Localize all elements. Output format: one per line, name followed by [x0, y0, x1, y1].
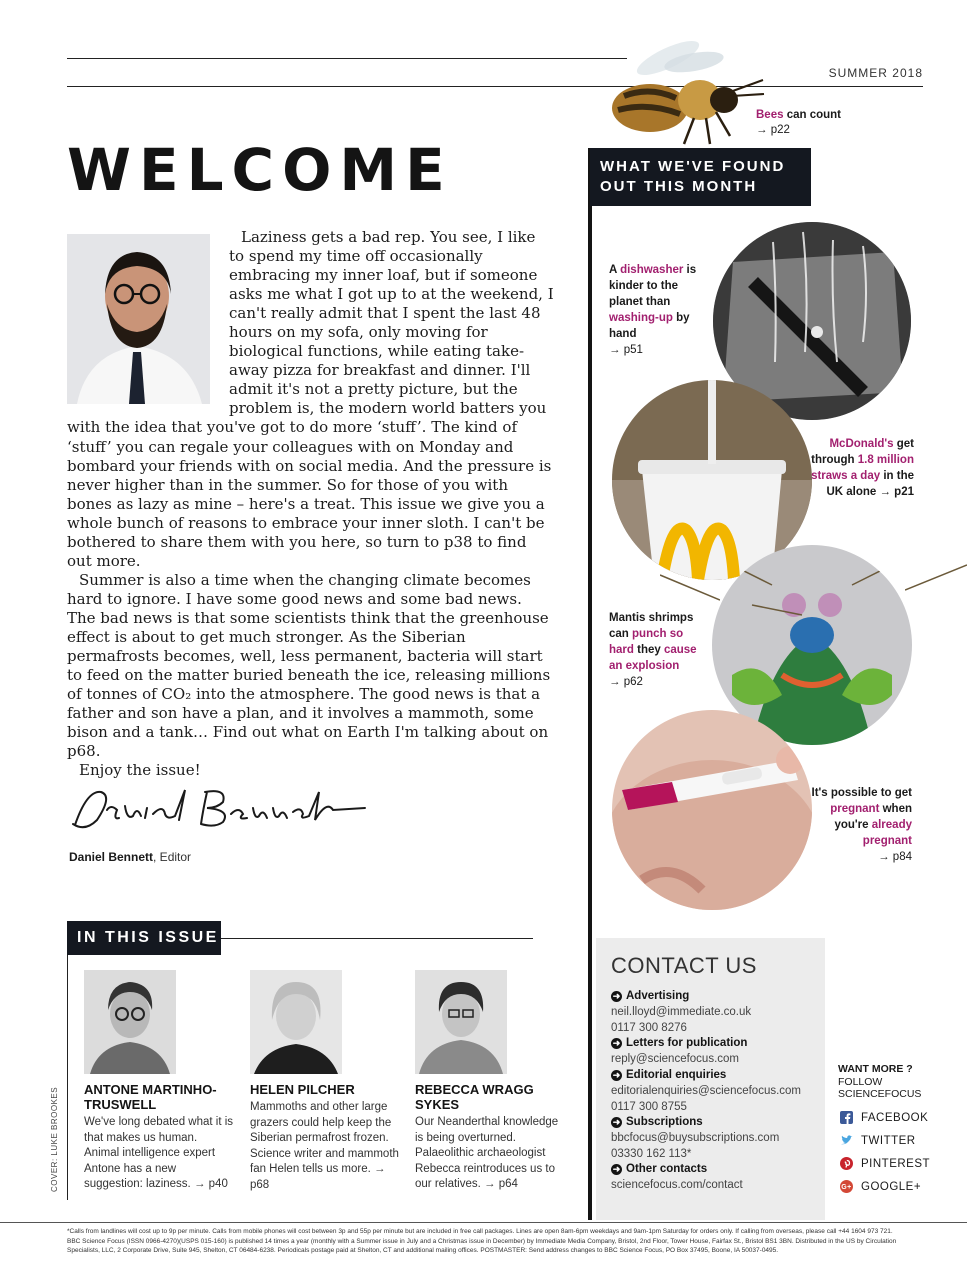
caption-text: by hand — [609, 312, 690, 340]
cover-credit: COVER: LUKE BROOKES — [50, 1086, 59, 1192]
caption-text: they — [633, 644, 664, 656]
contributor-name: REBECCA WRAGG SYKES — [415, 1082, 534, 1112]
contributor-photo — [415, 970, 507, 1074]
caption-text: get through — [811, 438, 914, 466]
editor-letter — [67, 228, 555, 780]
contact-advertising — [611, 989, 821, 1036]
page-title: WELCOME — [67, 136, 453, 204]
bee-illustration — [598, 36, 768, 146]
in-this-issue-divider — [67, 955, 68, 1200]
found-heading — [590, 148, 811, 206]
caption-keyword: McDonald's — [829, 438, 894, 450]
social-label: FACEBOOK — [861, 1111, 929, 1124]
social-google-plus[interactable] — [840, 1180, 921, 1193]
letter-paragraph: Enjoy the issue! — [79, 761, 201, 780]
contributor-photo — [84, 970, 176, 1074]
social-twitter[interactable] — [840, 1134, 916, 1147]
contributor-name: HELEN PILCHER — [250, 1082, 355, 1097]
contact-phone: 03330 162 113* — [611, 1147, 692, 1160]
issue-date: SUMMER 2018 — [828, 66, 923, 80]
header-rule — [67, 58, 627, 59]
mcdonalds-caption — [800, 436, 914, 500]
arrow-icon: ➜ — [612, 1070, 621, 1081]
google-plus-icon — [840, 1180, 853, 1193]
contributor-card — [84, 970, 244, 1193]
facebook-icon — [840, 1111, 853, 1124]
letter-paragraph: Laziness gets a bad rep. You see, I like to spend my time off occasionally embracing my inner loaf, but if someone asks me what I got up to at the weekend, I can't really admit that I spent the last 48 hours on my sofa, only moving for biological functions, while eating take-away pizza for breakfast and dinner. I'll admit it's not a pretty picture, but the problem is, the modern world batters you with the idea that you've got to do more ‘stuff’. The kind of ‘stuff’ you can regale your colleagues with on Monday and bombard your friends with on social media. And the pressure is never higher than in the summer. So for those of you with bones as lazy as mine – here's a treat. This issue we give you a whole bunch of reasons to embrace your inner sloth. I can't be bothered to share them with you here, so turn to p38 to find out more. — [67, 228, 554, 570]
footer-legal-text: *Calls from landlines will cost up to 9p per minute. Calls from mobile phones will cost between 3p and 55p per minute but are included in free call packages. Lines are open 8am-6pm weekdays and 9am-1pm Saturday for orders only. If calling from overseas, please call +44 1604 973 721. BBC Science Focus (ISSN 0966-4270)(USPS 015-160) is published 14 times a year (monthly with a Summer issue in July and a Christmas issue in December) by Immediate Media Company, Bristol, 2nd Floor, Tower House, Fairfax St., Bristol BS1 3BN. Distributed in the US by Circulation Specialists, LLC, 2 Corporate Drive, Suite 945, Shelton, CT 06484-6238. Periodicals postage paid at Shelton, CT and additional mailing offices. POSTMASTER: Send address changes to BBC Science Focus, PO Box 37495, Boone, IA 50037-0495. — [67, 1228, 897, 1254]
caption-keyword: washing-up — [609, 312, 673, 324]
contact-email[interactable]: editorialenquiries@sciencefocus.com — [611, 1084, 802, 1097]
contact-email[interactable]: bbcfocus@buysubscriptions.com — [611, 1131, 780, 1144]
contact-heading: Letters for publication — [626, 1037, 748, 1049]
page-ref: → p84 — [878, 851, 912, 863]
found-heading-line: OUT THIS MONTH — [600, 178, 758, 195]
arrow-icon: ➜ — [612, 1038, 621, 1049]
contributor-card — [415, 970, 575, 1193]
contact-phone: 0117 300 8276 — [611, 1021, 687, 1034]
social-heading — [838, 1063, 921, 1101]
follow-label: FOLLOW — [838, 1075, 883, 1088]
social-label: GOOGLE+ — [861, 1180, 922, 1193]
pregnancy-caption — [806, 785, 912, 865]
found-heading-line: WHAT WE'VE FOUND — [600, 158, 786, 175]
caption-text: Mantis shrimps can — [609, 612, 694, 640]
mantis-caption — [609, 610, 707, 690]
caption-keyword: punch so hard — [609, 628, 684, 656]
editor-byline — [69, 850, 191, 864]
in-this-issue-label: IN THIS ISSUE — [67, 921, 221, 955]
contributor-description: Our Neanderthal knowledge is being overturned. Palaeolithic archaeologist Rebecca reintroduces us to our relatives. → p64 — [415, 1116, 559, 1190]
contact-heading: Other contacts — [626, 1163, 708, 1175]
contact-heading: Subscriptions — [626, 1116, 703, 1128]
editor-signature — [67, 780, 367, 835]
caption-keyword: cause an explosion — [609, 644, 697, 672]
bee-keyword: Bees — [756, 109, 784, 121]
caption-text: A — [609, 264, 621, 276]
editor-name: Daniel Bennett — [69, 850, 154, 864]
page-ref: → p51 — [609, 344, 643, 356]
caption-keyword: dishwasher — [620, 264, 684, 276]
arrow-icon: ➜ — [612, 1164, 621, 1175]
contact-email[interactable]: neil.lloyd@immediate.co.uk — [611, 1005, 752, 1018]
dishwasher-caption — [609, 262, 709, 358]
twitter-icon — [840, 1134, 853, 1147]
page-ref: → p62 — [609, 676, 643, 688]
social-facebook[interactable] — [840, 1111, 928, 1124]
header-rule-lower — [67, 86, 923, 87]
contact-link[interactable]: sciencefocus.com/contact — [611, 1178, 743, 1191]
in-this-issue-rule — [221, 938, 533, 939]
contributor-description: We've long debated what it is that makes us human. Animal intelligence expert Antone has a new suggestion: laziness. → p40 — [84, 1116, 234, 1190]
contributor-description: Mammoths and other large grazers could help keep the Siberian permafrost frozen. Science writer and mammoth fan Helen tells us more. → p68 — [250, 1101, 399, 1191]
contact-email[interactable]: reply@sciencefocus.com — [611, 1052, 739, 1065]
contact-heading: Editorial enquiries — [626, 1069, 727, 1081]
social-label: TWITTER — [861, 1134, 916, 1147]
caption-text: in the UK alone → p21 — [826, 470, 914, 498]
editor-role: , Editor — [153, 850, 192, 864]
sidebar-divider — [588, 148, 592, 1220]
contributor-photo — [250, 970, 342, 1074]
want-more-label: WANT MORE ? — [838, 1063, 913, 1075]
contact-title: CONTACT US — [611, 953, 757, 978]
contributor-card — [250, 970, 410, 1193]
pinterest-icon — [840, 1157, 853, 1170]
svg-text:G+: G+ — [841, 1184, 852, 1191]
arrow-icon: ➜ — [612, 991, 621, 1002]
caption-keyword: pregnant — [830, 803, 880, 815]
mantis-antenna — [905, 560, 967, 600]
footer-rule — [0, 1222, 967, 1223]
bee-page-ref: → p22 — [756, 124, 790, 136]
social-label: PINTEREST — [861, 1157, 931, 1170]
contact-other — [611, 1162, 821, 1194]
contact-phone: 0117 300 8755 — [611, 1100, 687, 1113]
contact-heading: Advertising — [626, 990, 690, 1002]
pregnancy-test-photo — [612, 710, 812, 910]
caption-text: when you're — [834, 803, 912, 831]
mantis-antenna — [660, 570, 720, 610]
caption-text: is kinder to the planet than — [609, 264, 697, 308]
caption-keyword: already pregnant — [862, 819, 912, 847]
social-handle: SCIENCEFOCUS — [838, 1088, 922, 1100]
letter-paragraph: Summer is also a time when the changing climate becomes hard to ignore. I have some good news and some bad news. The bad news is that some scientists think that the greenhouse effect is about to get much stronger. As the Siberian permafrosts becomes, well, less permanent, bacteria will start to feed on the matter buried beneath the ice, releasing millions of tonnes of CO₂ into the atmosphere. The good news is that a father and son have a plan, and it involves a mammoth, some bison and a tank… Find out what on Earth I'm talking about on p68. — [67, 570, 551, 761]
social-pinterest[interactable] — [840, 1157, 930, 1170]
contact-subscriptions — [611, 1115, 821, 1162]
caption-text: It's possible to get — [811, 787, 912, 799]
caption-keyword: 1.8 million straws a day — [811, 454, 914, 482]
bee-caption — [756, 108, 841, 138]
bee-caption-text: can count — [783, 109, 842, 121]
contact-editorial — [611, 1068, 821, 1115]
contributor-name: ANTONE MARTINHO-TRUSWELL — [84, 1082, 217, 1112]
contact-letters — [611, 1036, 821, 1068]
arrow-icon: ➜ — [612, 1117, 621, 1128]
